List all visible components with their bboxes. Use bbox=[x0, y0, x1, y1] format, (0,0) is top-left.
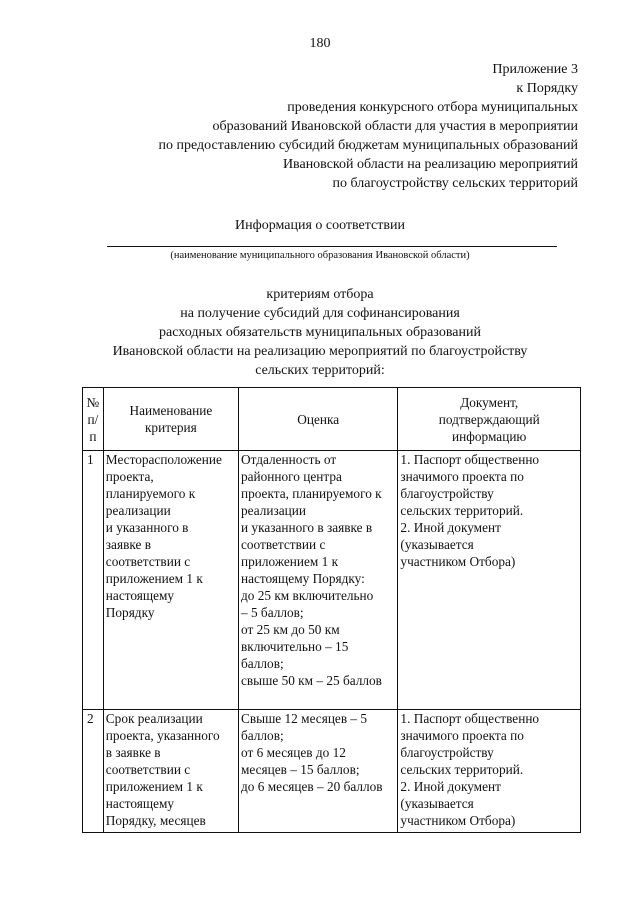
cell-line: (указывается bbox=[400, 537, 474, 552]
appendix-line: образований Ивановской области для участия в мероприятии bbox=[212, 119, 578, 134]
cell-line: от 6 месяцев до 12 bbox=[240, 745, 346, 760]
header-text: критерия bbox=[144, 420, 197, 435]
appendix-line: по предоставлению субсидий бюджетам муниципальных образований bbox=[158, 138, 578, 153]
cell-line: Порядку, месяцев bbox=[105, 813, 206, 828]
header-text: Документ, bbox=[460, 394, 519, 410]
cell-line: 1. Паспорт общественно bbox=[400, 711, 540, 726]
cell-line: до 25 км включительно bbox=[240, 588, 374, 603]
table-row bbox=[83, 451, 581, 710]
header-criterion-name bbox=[103, 388, 238, 451]
cell-line: участником Отбора) bbox=[400, 813, 516, 828]
cell-line: настоящему Порядку: bbox=[240, 571, 365, 586]
header-text: Оценка bbox=[297, 411, 340, 427]
header-text: п/п bbox=[87, 411, 99, 444]
cell-line: свыше 50 км – 25 баллов bbox=[240, 673, 382, 688]
cell-line: соответствии с bbox=[105, 762, 191, 777]
table-header-row bbox=[83, 388, 581, 451]
cell-line: и указанного в заявке в bbox=[240, 520, 373, 535]
appendix-line: проведения конкурсного отбора муниципальных bbox=[287, 100, 578, 115]
row-number: 2 bbox=[83, 710, 104, 833]
appendix-line: по благоустройству сельских территорий bbox=[332, 176, 578, 191]
cell-line: приложением 1 к bbox=[240, 554, 339, 569]
cell-line: благоустройству bbox=[400, 486, 494, 501]
appendix-line: Ивановской области на реализацию мероприятий bbox=[282, 157, 578, 172]
cell-line: месяцев – 15 баллов; bbox=[240, 762, 360, 777]
criterion-name-cell bbox=[103, 451, 238, 710]
score-cell bbox=[238, 451, 397, 710]
appendix-line: Приложение 3 bbox=[492, 62, 578, 77]
cell-line: сельских территорий. bbox=[400, 762, 524, 777]
cell-line: 1. Паспорт общественно bbox=[400, 452, 540, 467]
page-number: 180 bbox=[309, 36, 331, 51]
info-title: Информация о соответствии bbox=[235, 218, 405, 233]
cell-line: Свыше 12 месяцев – 5 bbox=[240, 711, 368, 726]
criteria-heading-line: расходных обязательств муниципальных образований bbox=[159, 325, 481, 340]
cell-line: Порядку bbox=[105, 605, 155, 620]
criteria-heading-line: критериям отбора bbox=[266, 287, 374, 302]
header-text: подтверждающий bbox=[438, 411, 540, 427]
criteria-heading-line: Ивановской области на реализацию мероприятий по благоустройству bbox=[112, 344, 528, 359]
header-num bbox=[83, 388, 104, 451]
cell-line: от 25 км до 50 км bbox=[240, 622, 340, 637]
score-cell bbox=[238, 710, 397, 833]
criteria-heading bbox=[0, 285, 640, 380]
cell-line: приложением 1 к bbox=[105, 571, 203, 586]
cell-line: настоящему bbox=[105, 796, 175, 811]
cell-line: соответствии с bbox=[240, 537, 326, 552]
cell-line: благоустройству bbox=[400, 745, 494, 760]
cell-line: планируемого к bbox=[105, 486, 196, 501]
cell-line: участником Отбора) bbox=[400, 554, 516, 569]
cell-line: 2. Иной документ bbox=[400, 520, 501, 535]
appendix-header bbox=[58, 60, 578, 193]
table-row bbox=[83, 710, 581, 833]
cell-line: Срок реализации bbox=[105, 711, 203, 726]
header-document bbox=[398, 388, 581, 451]
cell-line: реализации bbox=[240, 503, 306, 518]
cell-line: в заявке в bbox=[105, 745, 161, 760]
cell-line: заявке в bbox=[105, 537, 151, 552]
cell-line: включительно – 15 bbox=[240, 639, 349, 654]
criteria-table bbox=[82, 387, 581, 833]
row-number: 1 bbox=[83, 451, 104, 710]
fill-in-caption: (наименование муниципального образования Ивановской области) bbox=[170, 250, 470, 261]
cell-line: Месторасположение bbox=[105, 452, 222, 467]
cell-line: и указанного в bbox=[105, 520, 189, 535]
criteria-heading-line: на получение субсидий для софинансирования bbox=[180, 306, 460, 321]
cell-line: значимого проекта по bbox=[400, 469, 524, 484]
cell-line: проекта, указанного bbox=[105, 728, 220, 743]
cell-line: настоящему bbox=[105, 588, 175, 603]
cell-line: значимого проекта по bbox=[400, 728, 524, 743]
cell-line: Отдаленность от bbox=[240, 452, 337, 467]
cell-line: (указывается bbox=[400, 796, 474, 811]
header-score bbox=[238, 388, 397, 451]
fill-in-line bbox=[107, 246, 557, 247]
header-text: информацию bbox=[452, 428, 527, 444]
criteria-heading-line: сельских территорий: bbox=[255, 363, 385, 378]
cell-line: баллов; bbox=[240, 656, 284, 671]
cell-line: реализации bbox=[105, 503, 171, 518]
cell-line: сельских территорий. bbox=[400, 503, 524, 518]
cell-line: районного центра bbox=[240, 469, 342, 484]
cell-line: проекта, bbox=[105, 469, 154, 484]
cell-line: до 6 месяцев – 20 баллов bbox=[240, 779, 383, 794]
cell-line: проекта, планируемого к bbox=[240, 486, 382, 501]
cell-line: – 5 баллов; bbox=[240, 605, 304, 620]
cell-line: соответствии с bbox=[105, 554, 191, 569]
header-text: Наименование bbox=[129, 403, 213, 418]
document-cell bbox=[398, 710, 581, 833]
cell-line: баллов; bbox=[240, 728, 284, 743]
cell-line: приложением 1 к bbox=[105, 779, 203, 794]
header-text: № bbox=[86, 394, 100, 410]
appendix-line: к Порядку bbox=[516, 81, 578, 96]
criterion-name-cell bbox=[103, 710, 238, 833]
cell-line: 2. Иной документ bbox=[400, 779, 501, 794]
document-cell bbox=[398, 451, 581, 710]
